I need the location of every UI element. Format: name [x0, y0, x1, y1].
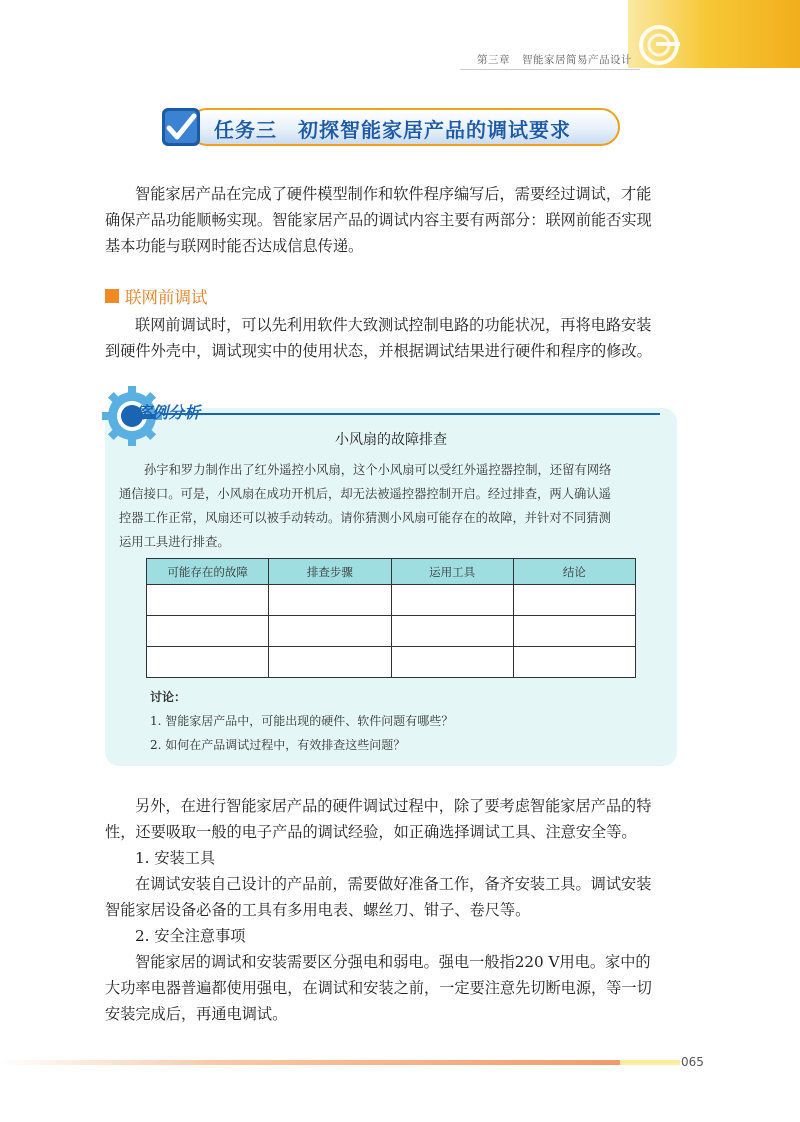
intro-line-2: 确保产品功能顺畅实现。智能家居产品的调试内容主要有两部分：联网前能否实现: [105, 211, 652, 229]
table-header-cell: 可能存在的故障: [147, 559, 269, 585]
footer-bar: [0, 1060, 620, 1065]
subheading-safety: 2. 安全注意事项: [135, 927, 246, 945]
section-heading-text: 联网前调试: [125, 288, 208, 307]
body-line-8: 大功率电器普遍都使用强电，在调试和安装之前，一定要注意先切断电源，等一切: [105, 979, 652, 997]
task-banner: [158, 104, 624, 150]
case-line-1: 孙宇和罗力制作出了红外遥控小风扇，这个小风扇可以受红外遥控器控制，还留有网络: [144, 463, 612, 477]
chapter-title: 智能家居简易产品设计: [522, 54, 632, 66]
troubleshooting-table: [146, 558, 636, 678]
running-header: [477, 52, 632, 67]
body-line-9: 安装完成后，再通电调试。: [105, 1005, 288, 1023]
table-cell: [391, 616, 513, 647]
case-line-2: 通信接口。可是，小风扇在成功开机后，却无法被遥控器控制开启。经过排查，两人确认遥: [119, 487, 611, 501]
section-square-icon: [105, 289, 119, 303]
case-analysis-label: 案例分析: [136, 403, 201, 422]
discussion-item-2: 2. 如何在产品调试过程中，有效排查这些问题？: [150, 738, 406, 752]
checkmark-icon: [158, 104, 204, 150]
table-cell: [513, 647, 635, 678]
table-cell: [147, 616, 269, 647]
table-header-cell: 排查步骤: [269, 559, 391, 585]
page-number: 065: [681, 1055, 704, 1069]
table-header-cell: 运用工具: [391, 559, 513, 585]
body-line-2: 性，还要吸取一般的电子产品的调试经验，如正确选择调试工具、注意安全等。: [105, 823, 637, 841]
table-row: [147, 585, 636, 616]
body-line-4: 在调试安装自己设计的产品前，需要做好准备工作，备齐安装工具。调试安装: [135, 875, 652, 893]
section-line-2: 到硬件外壳中，调试现实中的使用状态，并根据调试结果进行硬件和程序的修改。: [105, 342, 652, 360]
table-header-cell: 结论: [513, 559, 635, 585]
body-line-5: 智能家居设备必备的工具有多用电表、螺丝刀、钳子、卷尺等。: [105, 901, 531, 919]
task-title: 任务三 初探智能家居产品的调试要求: [214, 118, 571, 142]
section-heading: [105, 284, 208, 308]
table-cell: [147, 585, 269, 616]
table-cell: [391, 585, 513, 616]
case-title: 小风扇的故障排查: [335, 432, 447, 448]
body-line-1: 另外，在进行智能家居产品的硬件调试过程中，除了要考虑智能家居产品的特: [135, 797, 652, 815]
case-line-4: 运用工具进行排查。: [119, 535, 230, 549]
chapter-number: 第三章: [477, 54, 510, 66]
table-row: [147, 616, 636, 647]
intro-line-3: 基本功能与联网时能否达成信息传递。: [105, 237, 364, 255]
subheading-tools: 1. 安装工具: [135, 849, 216, 867]
discussion-item-1: 1. 智能家居产品中，可能出现的硬件、软件问题有哪些？: [150, 714, 454, 728]
table-cell: [269, 647, 391, 678]
chapter-logo-icon: [636, 22, 682, 68]
table-cell: [147, 647, 269, 678]
table-header-row: [147, 559, 636, 585]
table-cell: [269, 585, 391, 616]
table-cell: [513, 616, 635, 647]
case-rule: [130, 413, 660, 415]
table-cell: [513, 585, 635, 616]
header-rule: [460, 69, 640, 70]
discussion-title: 讨论：: [150, 690, 187, 704]
section-line-1: 联网前调试时，可以先利用软件大致测试控制电路的功能状况，再将电路安装: [135, 316, 652, 334]
table-cell: [269, 616, 391, 647]
table-row: [147, 647, 636, 678]
table-cell: [391, 647, 513, 678]
body-line-7: 智能家居的调试和安装需要区分强电和弱电。强电一般指220 V用电。家中的: [135, 953, 651, 971]
footer-bar-accent: [620, 1060, 680, 1065]
case-line-3: 控器工作正常，风扇还可以被手动转动。请你猜测小风扇可能存在的故障，并针对不同猜测: [119, 511, 611, 525]
intro-line-1: 智能家居产品在完成了硬件模型制作和软件程序编写后，需要经过调试，才能: [135, 185, 652, 203]
